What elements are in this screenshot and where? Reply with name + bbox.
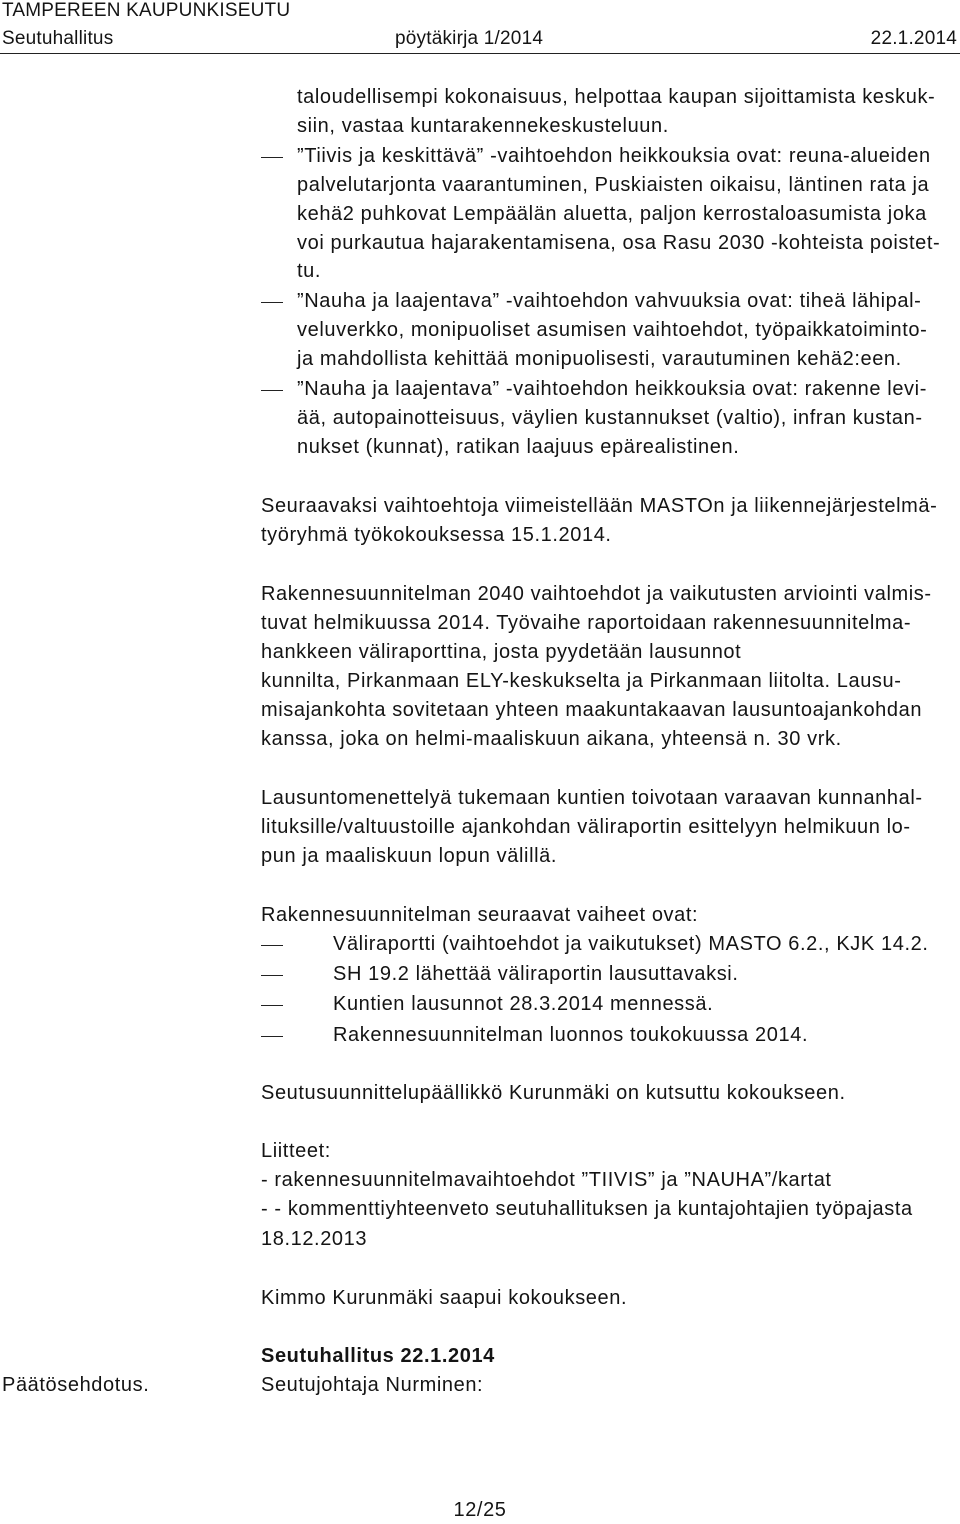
paragraph-line: lituksille/valtuustoille ajankohdan väliraportin esittelyyn helmikuun lo- xyxy=(261,816,911,838)
attachment-item-line: 18.12.2013 xyxy=(261,1228,368,1250)
list-item-line: ja mahdollista kehittää monipuolisesti, varautuminen kehä2:een. xyxy=(297,348,902,370)
list-item-text: SH 19.2 lähettää väliraportin lausuttavaksi. xyxy=(333,963,739,985)
paragraph-line: Lausuntomenettelyä tukemaan kuntien toivotaan varaavan kunnanhal- xyxy=(261,787,923,809)
header-date: 22.1.2014 xyxy=(870,28,957,49)
dash-bullet-icon xyxy=(261,1005,283,1006)
dash-bullet-icon xyxy=(261,157,283,158)
paragraph-invitation: Seutusuunnittelupäällikkö Kurunmäki on kutsuttu kokoukseen. xyxy=(261,1082,846,1104)
list-item-text: ”Nauha ja laajentava” -vaihtoehdon vahvuuksia ovat: tiheä lähipal- xyxy=(297,290,922,312)
list-item xyxy=(261,961,739,987)
attachments-heading: Liitteet: xyxy=(261,1140,331,1162)
list-item-text: ”Tiivis ja keskittävä” -vaihtoehdon heikkouksia ovat: reuna-alueiden xyxy=(297,145,931,167)
attachment-item: - rakennesuunnitelmavaihtoehdot ”TIIVIS” ja ”NAUHA”/kartat xyxy=(261,1169,832,1191)
paragraph-line: kunnilta, Pirkanmaan ELY-keskukselta ja Pirkanmaan liitolta. Lausu- xyxy=(261,670,902,692)
dash-bullet-icon xyxy=(261,1036,283,1037)
organization-name: TAMPEREEN KAUPUNKISEUTU xyxy=(2,0,291,21)
attachment-item: - - kommenttiyhteenveto seutuhallituksen ja kuntajohtajien työpajasta xyxy=(261,1198,913,1220)
header-divider xyxy=(0,53,960,54)
decision-proposer: Seutujohtaja Nurminen: xyxy=(261,1374,484,1396)
paragraph-line: pun ja maaliskuun lopun välillä. xyxy=(261,845,558,867)
continuation-line: taloudellisempi kokonaisuus, helpottaa kaupan sijoittamista keskuk- xyxy=(297,86,936,108)
phases-intro: Rakennesuunnitelman seuraavat vaiheet ovat: xyxy=(261,904,699,926)
list-item xyxy=(261,991,713,1017)
list-item xyxy=(261,288,921,314)
list-item-line: nukset (kunnat), ratikan laajuus epärealistinen. xyxy=(297,436,740,458)
decision-label: Päätösehdotus. xyxy=(2,1374,150,1396)
paragraph-line: Seuraavaksi vaihtoehtoja viimeistellään MASTOn ja liikennejärjestelmä- xyxy=(261,495,938,517)
paragraph-line: kanssa, joka on helmi-maaliskuun aikana, yhteensä n. 30 vrk. xyxy=(261,728,842,750)
list-item xyxy=(261,1022,808,1048)
list-item-text: Väliraportti (vaihtoehdot ja vaikutukset) MASTO 6.2., KJK 14.2. xyxy=(333,933,929,955)
page-number: 12/25 xyxy=(453,1499,507,1521)
list-item xyxy=(261,931,928,957)
board-name: Seutuhallitus xyxy=(2,28,114,49)
list-item xyxy=(261,376,927,402)
list-item-text: Rakennesuunnitelman luonnos toukokuussa 2014. xyxy=(333,1024,809,1046)
list-item-text: ”Nauha ja laajentava” -vaihtoehdon heikkouksia ovat: rakenne levi- xyxy=(297,378,927,400)
list-item-line: kehä2 puhkovat Lempäälän aluetta, paljon kerrostaloasumista joka xyxy=(297,203,927,225)
list-item xyxy=(261,143,931,169)
list-item-line: tu. xyxy=(297,260,322,282)
paragraph-line: Rakennesuunnitelman 2040 vaihtoehdot ja vaikutusten arviointi valmis- xyxy=(261,583,932,605)
list-item-text: Kuntien lausunnot 28.3.2014 mennessä. xyxy=(333,993,714,1015)
dash-bullet-icon xyxy=(261,390,283,391)
dash-bullet-icon xyxy=(261,302,283,303)
dash-bullet-icon xyxy=(261,975,283,976)
paragraph-line: tuvat helmikuussa 2014. Työvaihe raportoidaan rakennesuunnitelma- xyxy=(261,612,912,634)
dash-bullet-icon xyxy=(261,945,283,946)
minutes-number: pöytäkirja 1/2014 xyxy=(395,28,544,49)
paragraph-arrival: Kimmo Kurunmäki saapui kokoukseen. xyxy=(261,1287,628,1309)
list-item-line: ää, autopainotteisuus, väylien kustannukset (valtio), infran kustan- xyxy=(297,407,923,429)
list-item-line: voi purkautua hajarakentamisena, osa Rasu 2030 -kohteista poistet- xyxy=(297,232,941,254)
paragraph-line: misajankohta sovitetaan yhteen maakuntakaavan lausuntoajankohdan xyxy=(261,699,923,721)
list-item-line: veluverkko, monipuoliset asumisen vaihtoehdot, työpaikkatoiminto- xyxy=(297,319,928,341)
paragraph-line: työryhmä työkokouksessa 15.1.2014. xyxy=(261,524,612,546)
paragraph-line: hankkeen väliraporttina, josta pyydetään lausunnot xyxy=(261,641,742,663)
decision-meeting-heading: Seutuhallitus 22.1.2014 xyxy=(261,1345,495,1367)
list-item-line: palvelutarjonta vaarantuminen, Puskiaisten oikaisu, läntinen rata ja xyxy=(297,174,930,196)
continuation-line: siin, vastaa kuntarakennekeskusteluun. xyxy=(297,115,669,137)
